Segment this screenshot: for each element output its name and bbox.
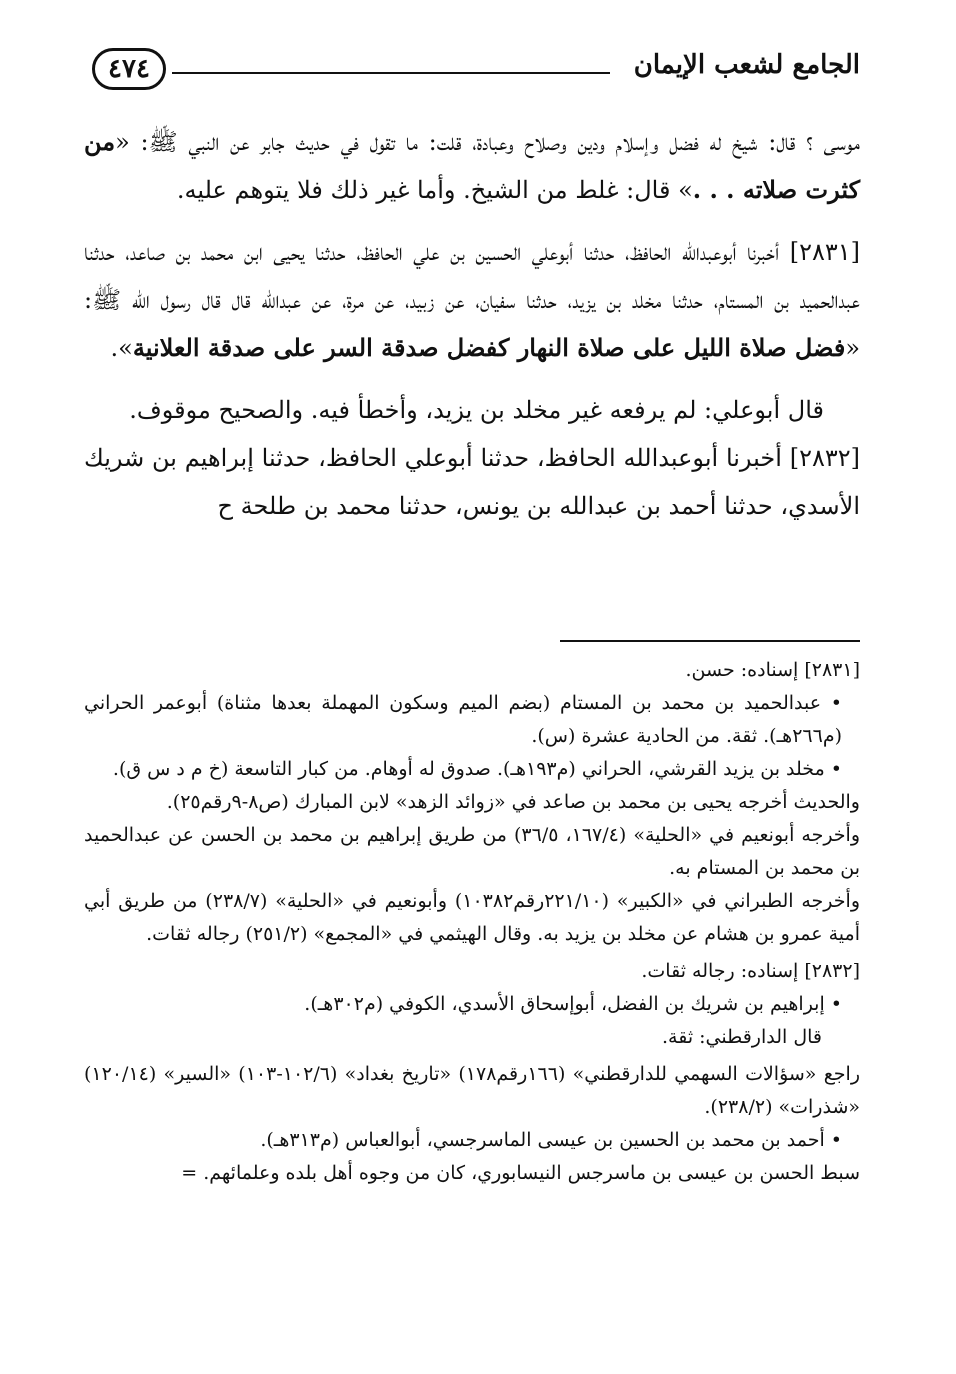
footnote-divider [560, 640, 860, 642]
main-text [84, 118, 860, 530]
running-title: الجامع لشعب الإيمان [633, 50, 860, 80]
footnote-line: والحديث أخرجه يحيى بن محمد بن صاعد في «زوائد الزهد» لابن المبارك (ص٨-٩رقم٢٥). [166, 791, 860, 813]
commentary: قال أبوعلي: لم يرفعه غير مخلد بن يزيد، وأخطأ فيه. والصحيح موقوف. [129, 396, 824, 424]
text-run: » قال: غلط من الشيخ. وأما غير ذلك فلا يتوهم عليه. [176, 176, 693, 204]
footnote-line: وأخرجه الطبراني في «الكبير» (٢٢١/١٠رقم١٠٣٨٢) وأبونعيم في «الحلية» (٢٣٨/٧) من طريق أبي أمية عمرو بن هشام عن مخلد بن يزيد به. وقال الهيثمي في «المجمع» (٢٥١/٢) رجاله ثقات. [84, 890, 860, 945]
hadith-quote: فضل صلاة الليل على صلاة النهار كفضل صدقة السر على صدقة العلانية [132, 333, 846, 362]
footnote-line: وأخرجه أبونعيم في «الحلية» (١٦٧/٤، ٣٦/٥) من طريق إبراهيم بن محمد بن الحسن عن عبدالحميد بن محمد بن المستام به. [84, 824, 860, 879]
footnote-heading: [٢٨٣٢] إسناده: رجاله ثقات. [641, 960, 860, 982]
footnotes [84, 654, 860, 1190]
hadith-2831 [84, 228, 860, 372]
page-number-badge: ٤٧٤ [92, 48, 166, 90]
footnote-line: • مخلد بن يزيد القرشي، الحراني (م١٩٣هـ). صدوق له أوهام. من كبار التاسعة (خ م د س ق). [112, 758, 842, 780]
footnote-line: • عبدالحميد بن محمد بن المستام (بضم الميم وسكون المهملة بعدها مثناة) أبوعمر الحراني (م٢٦٦هـ). ثقة. من الحادية عشرة (س). [84, 692, 842, 747]
text-run: ». [110, 334, 133, 362]
footnote-heading: [٢٨٣١] إسناده: حسن. [685, 659, 860, 681]
text-run: موسى ؟ قال: شيخ له فضل وإسلام ودين وصلاح وعبادة، قلت: ما تقول في حديث جابر عن النبي ﷺ: « [115, 128, 860, 156]
paragraph-continuation [84, 118, 860, 214]
footnote-line: • إبراهيم بن شريك بن الفضل، أبوإسحاق الأسدي، الكوفي (م٣٠٢هـ). [304, 993, 842, 1015]
footnote-line: قال الدارقطني: ثقة. [661, 1026, 822, 1048]
page-header [80, 44, 860, 100]
footnote-line: سبط الحسن بن عيسى بن ماسرجس النيسابوري، كان من وجوه أهل بلده وعلمائهم. = [181, 1162, 860, 1184]
footnote-line: • أحمد بن محمد بن الحسين بن عيسى الماسرجسي، أبوالعباس (م٣١٣هـ). [260, 1129, 842, 1151]
footnote-line: راجع «سؤالات السهمي للدارقطني» (١٦٦رقم١٧٨) «تاريخ بغداد» (١٠٢/٦-١٠٣) «السير» (١٢٠/١٤) «شذرات» (٢٣٨/٢). [84, 1063, 861, 1118]
hadith-quote: من كثرت صلاته . . . [84, 127, 860, 204]
text-run: [٢٨٣١] أخبرنا أبوعبدالله الحافظ، حدثنا أبوعلي الحسين بن علي الحافظ، حدثنا يحيى ابن محمد بن صاعد، حدثنا عبدالحميد بن المستام، حدثنا مخلد بن يزيد، حدثنا سفيان، عن زبيد، عن مرة، عن عبدالله قال قال رسول الله ﷺ: « [84, 238, 860, 362]
header-rule [172, 72, 610, 74]
hadith-2832: [٢٨٣٢] أخبرنا أبوعبدالله الحافظ، حدثنا أبوعلي الحافظ، حدثنا إبراهيم بن شريك الأسدي، حدثنا أحمد بن عبدالله بن يونس، حدثنا محمد بن طلحة ح [84, 444, 860, 520]
